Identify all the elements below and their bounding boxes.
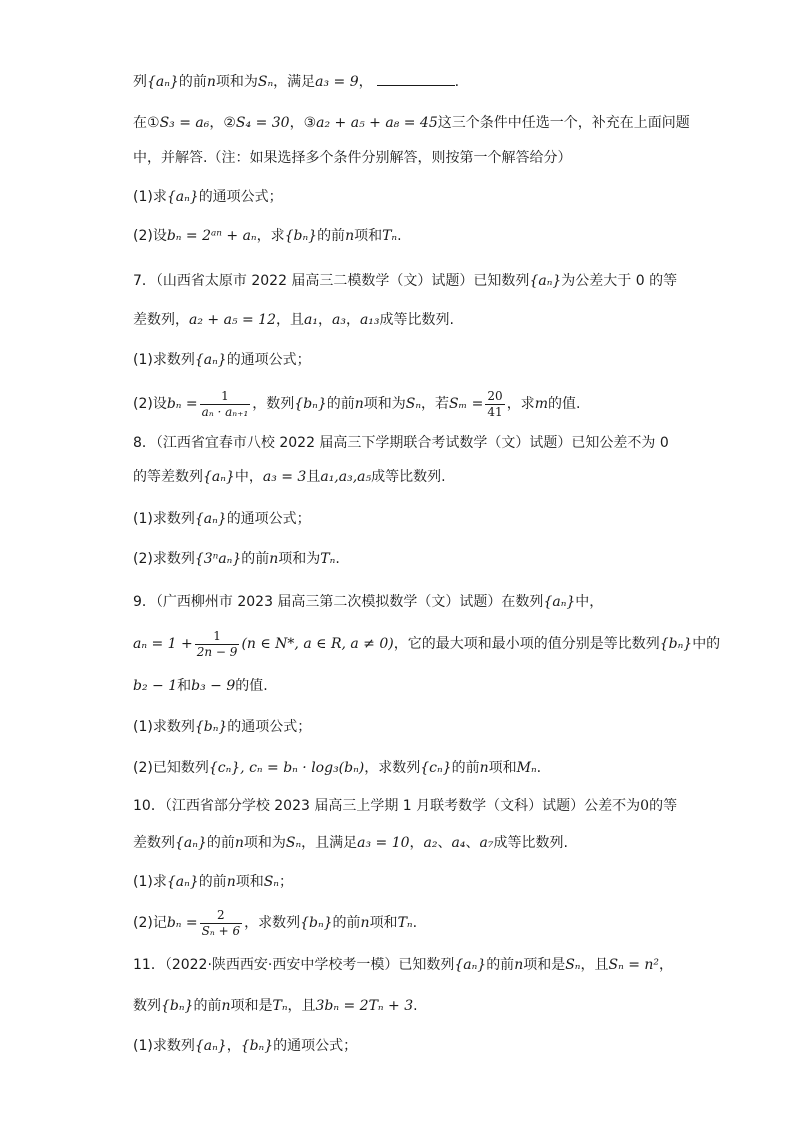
problem-7-part-2: (2)设bₙ = $\frac{1}{\text{aₙ · aₙ₊₁}}$ ，数列{bₙ}的前n项和为Sₙ，若Sₘ = $\frac{20}{41}$ ，求m的值. bbox=[133, 388, 581, 419]
problem-10-part-1: (1)求{aₙ}的前n项和Sₙ； bbox=[133, 874, 293, 890]
problem-10-stem-cont: 差数列{aₙ}的前n项和为Sₙ，且满足a₃ = 10，a₂、a₄、a₇成等比数列. bbox=[133, 835, 568, 851]
problem-9-part-1: (1)求数列{bₙ}的通项公式； bbox=[133, 719, 312, 735]
problem-8-part-2: (2)求数列{3ⁿaₙ}的前n项和为Tₙ. bbox=[133, 551, 340, 567]
fraction: $\frac{2}{\text{Sₙ + 6}}$ bbox=[201, 907, 241, 938]
problem-11-stem-cont: 数列{bₙ}的前n项和是Tₙ，且3bₙ = 2Tₙ + 3. bbox=[133, 998, 418, 1014]
problem-8-stem-cont: 的等差数列{aₙ}中，a₃ = 3且a₁,a₃,a₅成等比数列. bbox=[133, 469, 446, 485]
problem-9-stem-cont: b₂ − 1和b₃ − 9的值. bbox=[133, 678, 268, 694]
problem-6-part-1: (1)求{aₙ}的通项公式； bbox=[133, 189, 283, 205]
fraction: $\frac{1}{\text{aₙ · aₙ₊₁}}$ bbox=[201, 388, 249, 419]
fraction: $\frac{1}{2n - 9}$ bbox=[196, 628, 238, 659]
problem-9-formula: aₙ = 1 + $\frac{1}{2n - 9}$ (n ∈ N*, a ∈ R, a ≠ 0)，它的最大项和最小项的值分别是等比数列{bₙ}中的 bbox=[133, 628, 721, 659]
problem-10-stem: 10．（江西省部分学校 2023 届高三上学期 1 月联考数学（文科）试题）公差不为0的等 bbox=[133, 798, 678, 814]
problem-9-part-2: (2)已知数列{cₙ}, cₙ = bₙ · log₃(bₙ)，求数列{cₙ}的前n项和Mₙ. bbox=[133, 760, 542, 776]
problem-7-stem-cont: 差数列，a₂ + a₅ = 12，且a₁，a₃，a₁₃成等比数列. bbox=[133, 312, 454, 328]
fraction: $\frac{20}{41}$ bbox=[487, 388, 503, 419]
problem-11-stem: 11．（2022·陕西西安·西安中学校考一模）已知数列{aₙ}的前n项和是Sₙ，且Sₙ = n²， bbox=[133, 957, 674, 973]
problem-6-conditions: 在①S₃ = a₆，②S₄ = 30，③a₂ + a₅ + a₈ = 45这三个条件中任选一个，补充在上面问题 bbox=[133, 115, 690, 131]
problem-8-part-1: (1)求数列{aₙ}的通项公式； bbox=[133, 511, 311, 527]
problem-7-part-1: (1)求数列{aₙ}的通项公式； bbox=[133, 352, 311, 368]
problem-9-stem: 9．（广西柳州市 2023 届高三第二次模拟数学（文）试题）在数列{aₙ}中， bbox=[133, 594, 604, 610]
problem-10-part-2: (2)记bₙ = $\frac{2}{\text{Sₙ + 6}}$ ，求数列{bₙ}的前n项和Tₙ. bbox=[133, 907, 418, 938]
problem-8-stem: 8．（江西省宜春市八校 2022 届高三下学期联合考试数学（文）试题）已知公差不为 0 bbox=[133, 435, 669, 451]
answer-blank[interactable] bbox=[377, 73, 455, 86]
problem-6-stem: 列{aₙ}的前n项和为Sₙ，满足a₃ = 9， . bbox=[133, 74, 460, 90]
problem-11-part-1: (1)求数列{aₙ}，{bₙ}的通项公式； bbox=[133, 1038, 358, 1054]
problem-6-part-2: (2)设bₙ = 2ᵃⁿ + aₙ，求{bₙ}的前n项和Tₙ. bbox=[133, 228, 402, 244]
problem-6-note: 中，并解答.（注：如果选择多个条件分别解答，则按第一个解答给分） bbox=[133, 150, 572, 166]
problem-7-stem: 7．（山西省太原市 2022 届高三二模数学（文）试题）已知数列{aₙ}为公差大于 0 的等 bbox=[133, 273, 678, 289]
